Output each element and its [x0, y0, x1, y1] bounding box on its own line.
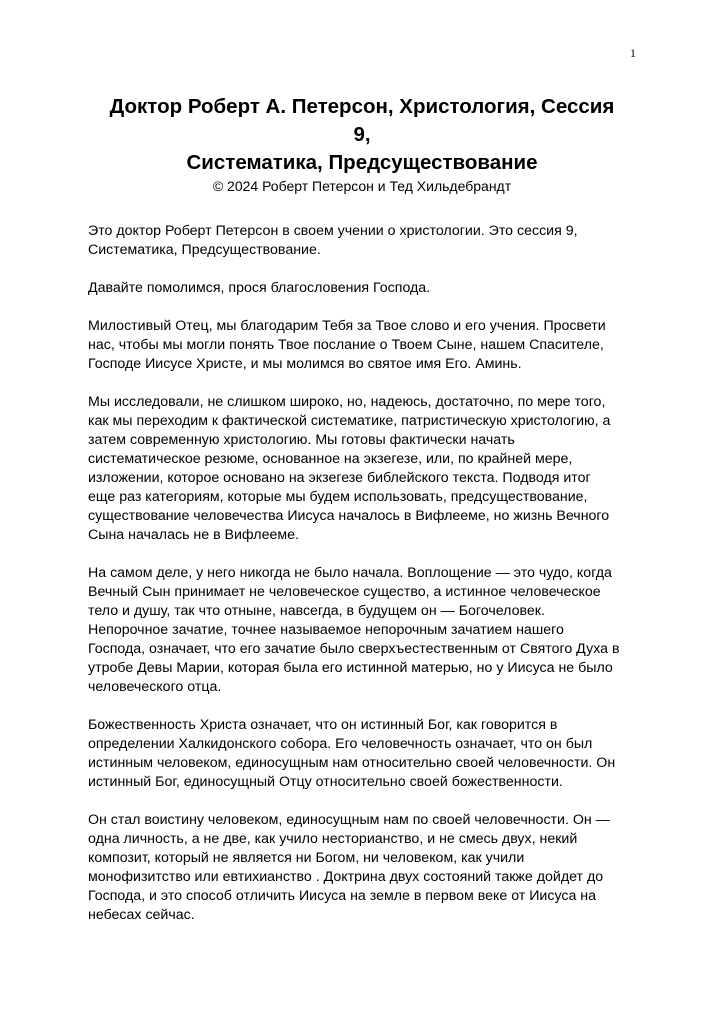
text-line: Мы исследовали, не слишком широко, но, надеюсь, достаточно, по мере того, — [88, 394, 606, 410]
text-line: как мы переходим к фактической систематике, патристическую христологию, а — [88, 413, 611, 429]
page-title-line-1: Доктор Роберт А. Петерсон, Христология, Сессия — [109, 95, 615, 118]
paragraph-divinity — [88, 716, 636, 792]
text-line: затем современную христологию. Мы готовы фактически начать — [88, 432, 515, 448]
text-line: систематическое резюме, основанное на экзегезе, или, по крайней мере, — [88, 451, 573, 467]
text-line: нас, чтобы мы могли понять Твое послание о Твоем Сыне, нашем Спасителе, — [88, 337, 604, 353]
text-line: человеческого отца. — [88, 679, 222, 695]
text-line: композит, который не является ни Богом, ни человеком, как учили — [88, 850, 525, 866]
text-line: тело и душу, так что отныне, навсегда, в будущем он — Богочеловек. — [88, 603, 545, 619]
text-line: Милостивый Отец, мы благодарим Тебя за Твое слово и его учения. Просвети — [88, 318, 606, 334]
text-line: Давайте помолимся, прося благословения Господа. — [88, 280, 431, 296]
paragraph-intro — [88, 222, 636, 260]
text-line: определении Халкидонского собора. Его человечность означает, что он был — [88, 736, 593, 752]
text-line: небесах сейчас. — [88, 907, 195, 923]
page-title-line-2: 9, — [353, 123, 371, 146]
text-line: Господа, и это способ отличить Иисуса на земле в первом веке от Иисуса на — [88, 888, 597, 904]
text-line: монофизитство или евтихианство . Доктрина двух состояний также дойдет до — [88, 869, 604, 885]
text-line: Господа, означает, что его зачатие было сверхъестественным от Святого Духа в — [88, 641, 620, 657]
text-line: Это доктор Роберт Петерсон в своем учении о христологии. Это сессия 9, — [88, 223, 578, 239]
page-title-line-3: Систематика, Предсуществование — [186, 151, 538, 174]
text-line: утробе Девы Марии, которая была его истинной матерью, но у Иисуса не было — [88, 660, 613, 676]
text-line: еще раз категориям, которые мы будем использовать, предсуществование, — [88, 489, 588, 505]
text-line: изложении, которое основано на экзегезе библейского текста. Подводя итог — [88, 470, 591, 486]
text-line: Господе Иисусе Христе, и мы молимся во святое имя Его. Аминь. — [88, 356, 522, 372]
paragraph-prayer — [88, 317, 636, 374]
paragraph-two-states — [88, 811, 636, 925]
text-line: Божественность Христа означает, что он истинный Бог, как говорится в — [88, 717, 558, 733]
text-line: одна личность, а не две, как учило несторианство, и не смесь двух, некий — [88, 831, 578, 847]
page-number: 1 — [630, 46, 636, 60]
text-line: Сына началась не в Вифлееме. — [88, 527, 299, 543]
paragraph-incarnation — [88, 564, 636, 697]
text-line: На самом деле, у него никогда не было начала. Воплощение — это чудо, когда — [88, 565, 612, 581]
paragraph-summary — [88, 393, 636, 545]
document-header — [80, 93, 644, 195]
text-line: Непорочное зачатие, точнее называемое непорочным зачатием нашего — [88, 622, 564, 638]
text-line: Он стал воистину человеком, единосущным нам по своей человечности. Он — — [88, 812, 610, 828]
text-line: Вечный Сын принимает не человеческое существо, а истинное человеческое — [88, 584, 601, 600]
text-line: Систематика, Предсуществование. — [88, 242, 321, 258]
text-line: истинным человеком, единосущным нам относительно своей человечности. Он — [88, 755, 616, 771]
text-line: существование человечества Иисуса началось в Вифлееме, но жизнь Вечного — [88, 508, 610, 524]
text-line: истинный Бог, единосущный Отцу относительно своей божественности. — [88, 774, 563, 790]
paragraph-prayer-call — [88, 279, 636, 298]
copyright-notice: © 2024 Роберт Петерсон и Тед Хильдебрандт — [212, 178, 512, 194]
document-body — [88, 222, 636, 944]
